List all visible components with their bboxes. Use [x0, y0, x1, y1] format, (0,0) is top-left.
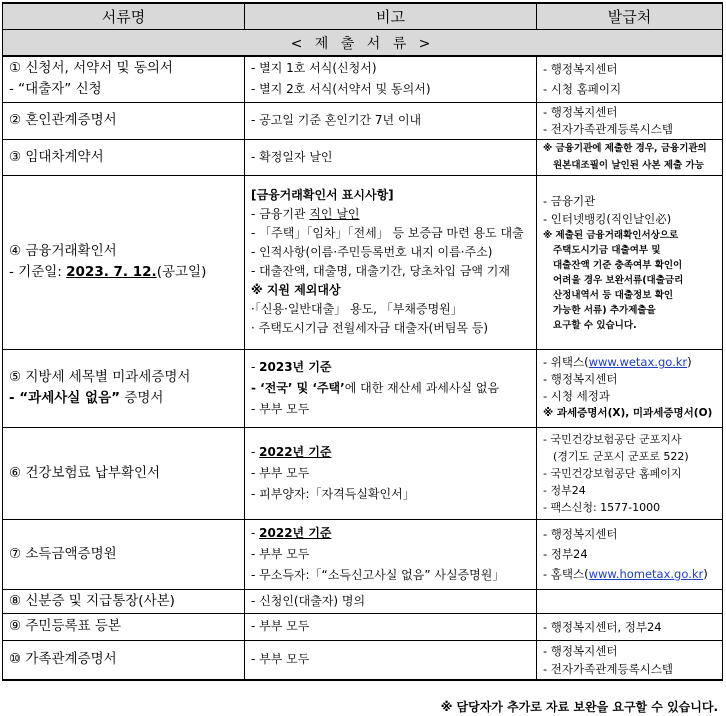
- table-header-row: [3, 3, 723, 30]
- table-row: [3, 589, 723, 613]
- hometax-link[interactable]: www.hometax.go.kr: [588, 567, 704, 581]
- footer-note: ※ 담당자가 추가로 자료 보완을 요구할 수 있습니다.: [440, 700, 718, 714]
- document-name-cell: ⑤ 지방세 세목별 미과세증명서 - “과세사실 없음” 증명서: [3, 349, 245, 427]
- remarks-cell: - 부부 모두: [245, 613, 537, 640]
- document-name-cell: ⑧ 신분증 및 지급통장(사본): [3, 589, 245, 613]
- remarks-cell: [금융거래확인서 표시사항] - 금융기관 직인 날인 - 「주택」「임차」「전세」 등 보증금 마련 용도 대출 - 인적사항(이름·주민등록번호 내지 이름·주소) - 대출잔액, 대출명, 대출기간, 당초차입 금액 기재 ※ 지원 제외대상 ·「신용·일반대출」 용도, 「부채증명원」 · 주택도시기금 전월세자금 대출자(버팀목 등): [245, 175, 537, 349]
- required-documents-table: [2, 2, 723, 681]
- issuer-cell: - 행정복지센터 - 전자가족관계등록시스템: [537, 102, 723, 139]
- remarks-cell: - 신청인(대출자) 명의: [245, 589, 537, 613]
- issuer-cell: - 행정복지센터, 정부24: [537, 613, 723, 640]
- table-row: [3, 56, 723, 102]
- document-name-cell: ⑩ 가족관계증명서: [3, 640, 245, 680]
- issuer-cell: - 위택스(www.wetax.go.kr) - 행정복지센터 - 시청 세정과 ※ 과세증명서(X), 미과세증명서(O): [537, 349, 723, 427]
- header-issuer: 발급처: [537, 3, 723, 30]
- remarks-cell: - 2023년 기준 - ‘전국’ 및 ‘주택’에 대한 재산세 과세사실 없음 - 부부 모두: [245, 349, 537, 427]
- table-row: [3, 139, 723, 175]
- issuer-cell: - 행정복지센터 - 정부24 - 홈택스(www.hometax.go.kr): [537, 519, 723, 589]
- section-title: < 제 출 서 류 >: [3, 30, 723, 57]
- table-row: [3, 175, 723, 349]
- remarks-cell: - 2022년 기준 - 부부 모두 - 무소득자:「“소득신고사실 없음” 사실증명원」: [245, 519, 537, 589]
- header-document-name: 서류명: [3, 3, 245, 30]
- issuer-cell: - 금융기관 - 인터넷뱅킹(직인날인必) ※ 제출된 금융거래확인서상으로 주택도시기금 대출여부 및 대출잔액 기준 충족여부 확인이 어려울 경우 보완서류(대출금리 산정내역서 등 대출정보 확인 가능한 서류) 추가제출을 요구할 수 있습니다.: [537, 175, 723, 349]
- table-row: [3, 427, 723, 519]
- document-name-cell: ⑥ 건강보험료 납부확인서: [3, 427, 245, 519]
- table-row: [3, 349, 723, 427]
- header-remarks: 비고: [245, 3, 537, 30]
- issuer-cell: [537, 589, 723, 613]
- table-row: [3, 102, 723, 139]
- issuer-cell: - 국민건강보험공단 군포지사 (경기도 군포시 군포로 522) - 국민건강보험공단 홈페이지 - 정부24 - 팩스신청: 1577-1000: [537, 427, 723, 519]
- document-name-cell: ① 신청서, 서약서 및 동의서 - “대출자” 신청: [3, 56, 245, 102]
- document-name-cell: ② 혼인관계증명서: [3, 102, 245, 139]
- remarks-cell: - 부부 모두: [245, 640, 537, 680]
- issuer-cell: - 행정복지센터 - 시청 홈페이지: [537, 56, 723, 102]
- issuer-cell: - 행정복지센터 - 전자가족관계등록시스템: [537, 640, 723, 680]
- document-name-cell: ③ 임대차계약서: [3, 139, 245, 175]
- remarks-cell: - 확정일자 날인: [245, 139, 537, 175]
- document-name-cell: ⑦ 소득금액증명원: [3, 519, 245, 589]
- section-title-row: [3, 30, 723, 57]
- table-row: [3, 613, 723, 640]
- issuer-cell: ※ 금융기관에 제출한 경우, 금융기관의 원본대조필이 날인된 사본 제출 가능: [537, 139, 723, 175]
- remarks-cell: - 공고일 기준 혼인기간 7년 이내: [245, 102, 537, 139]
- document-name-cell: ④ 금융거래확인서 - 기준일: 2023. 7. 12.(공고일): [3, 175, 245, 349]
- wetax-link[interactable]: www.wetax.go.kr: [588, 355, 688, 369]
- table-row: [3, 640, 723, 680]
- remarks-cell: - 별지 1호 서식(신청서) - 별지 2호 서식(서약서 및 동의서): [245, 56, 537, 102]
- table-row: [3, 519, 723, 589]
- document-name-cell: ⑨ 주민등록표 등본: [3, 613, 245, 640]
- remarks-cell: - 2022년 기준 - 부부 모두 - 피부양자:「자격득실확인서」: [245, 427, 537, 519]
